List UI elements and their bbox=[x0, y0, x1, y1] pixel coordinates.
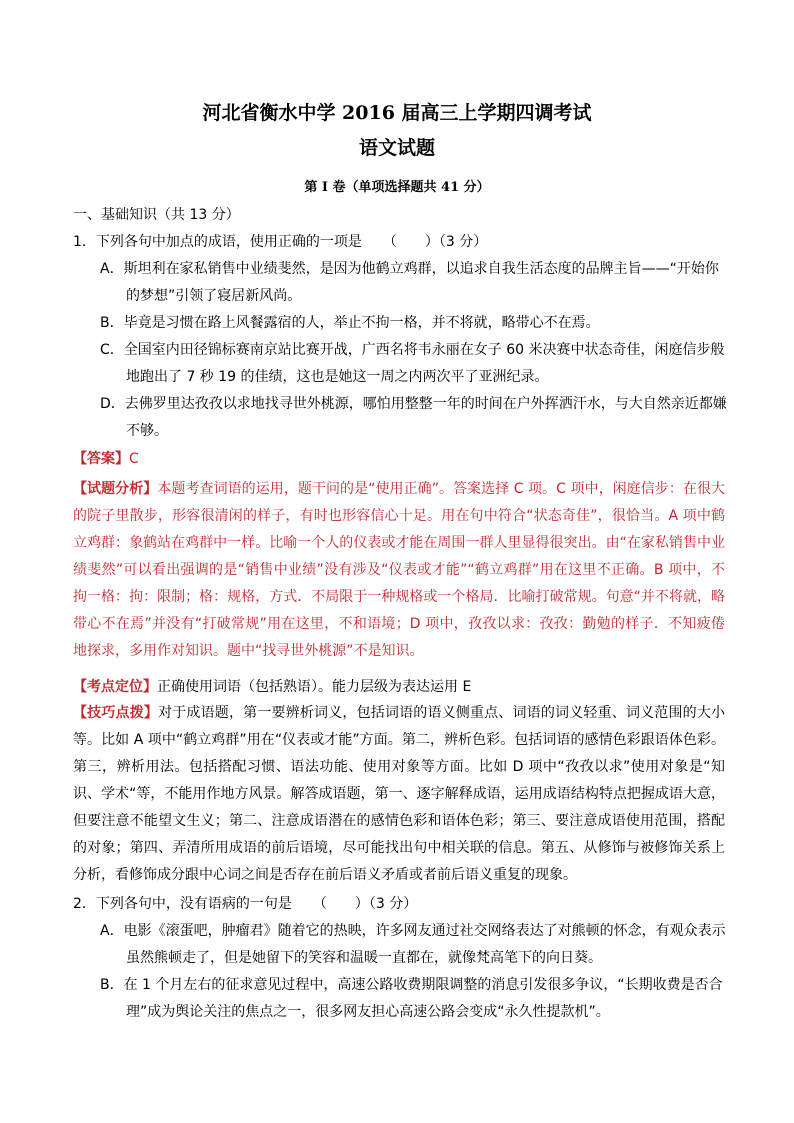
question-1-option-d: D．去佛罗里达孜孜以求地找寻世外桃源，哪怕用整整一年的时间在户外挥洒汗水，与大自然亲近都嫌 bbox=[100, 396, 727, 412]
kaodian-line bbox=[73, 677, 471, 697]
question-2-option-a-cont: 虽然熊顿走了，但是她留下的笑容和温暖一直都在，就像梵高笔下的向日葵。 bbox=[126, 950, 602, 966]
question-1-stem: 1．下列各句中加点的成语，使用正确的一项是 （ ）（3 分） bbox=[73, 234, 488, 250]
exam-subtitle: 语文试题 bbox=[358, 137, 435, 159]
question-2-option-b-cont: 理”成为舆论关注的焦点之一，很多网友担心高速公路会变成“永久性提款机”。 bbox=[126, 1004, 610, 1020]
exam-title: 河北省衡水中学 2016 届高三上学期四调考试 bbox=[202, 102, 592, 124]
section-heading: 一、基础知识（共 13 分） bbox=[73, 207, 240, 223]
question-2-option-a: A．电影《滚蛋吧，肿瘤君》随着它的热映，许多网友通过社交网络表达了对熊顿的怀念，有观众表示 bbox=[100, 923, 726, 939]
question-1-option-a: A．斯坦利在家私销售中业绩斐然，是因为他鹤立鸡群，以追求自我生活态度的品牌主旨——“开始你 bbox=[100, 261, 719, 277]
volume-heading: 第 I 卷（单项选择题共 41 分） bbox=[304, 180, 490, 195]
answer-value: C bbox=[129, 451, 139, 467]
answer-line bbox=[73, 449, 139, 469]
question-1-option-b: B．毕竟是习惯在路上风餐露宿的人，举止不拘一格，并不将就，略带心不在焉。 bbox=[100, 315, 600, 331]
question-2-option-b: B．在 1 个月左右的征求意见过程中，高速公路收费期限调整的消息引发很多争议，“长期收费是否合 bbox=[100, 977, 723, 993]
kaodian-text: 正确使用词语（包括熟语）。能力层级为表达运用 E bbox=[157, 679, 472, 695]
answer-tag: 【答案】 bbox=[73, 451, 129, 467]
jiqiao-tag: 【技巧点拨】 bbox=[73, 705, 159, 721]
question-1-option-c: C．全国室内田径锦标赛南京站比赛开战，广西名将韦永丽在女子 60 米决赛中状态奇佳，闲庭信步般 bbox=[100, 342, 725, 358]
jiqiao-text: 对于成语题，第一要辨析词义，包括词语的语义侧重点、词语的词义轻重、词义范围的大小等。比如 A 项中“鹤立鸡群”用在“仪表或才能”方面。第二，辨析色彩。包括词语的感情色彩跟语体色彩。第三，辨析用法。包括搭配习惯、语法功能、使用对象等方面。比如 D 项中“孜孜以求”使用对象是“知识、学术“等，不能用作地方风景。解答成语题，第一、逐字解释成语，运用成语结构特点把握成语大意，但要注意不能望文生义；第二、注意成语潜在的感情色彩和语体色彩；第三、要注意成语使用范围，搭配的对象；第四、弄清所用成语的前后语境，尽可能找出句中相关联的信息。第五、从修饰与被修饰关系上分析，看修饰成分跟中心词之间是否存在前后语义矛盾或者前后语义重复的现象。 bbox=[73, 705, 726, 883]
question-1-option-d-cont: 不够。 bbox=[126, 423, 168, 439]
question-2-stem: 2．下列各句中，没有语病的一句是 （ ）（3 分） bbox=[73, 896, 418, 912]
analysis-text: 本题考查词语的运用，题干问的是“使用正确”。答案选择 C 项。C 项中，闲庭信步：在很大的院子里散步，形容很清闲的样子，有时也形容信心十足。用在句中符合“状态奇佳”，很恰当。A 项中鹤立鸡群：象鹤站在鸡群中一样。比喻一个人的仪表或才能在周围一群人里显得很突出。由“在家私销售中业绩斐然”可以看出强调的是“销售中业绩”没有涉及“仪表或才能”“鹤立鸡群”用在这里不正确。B 项中，不拘一格：拘：限制；格：规格，方式．不局限于一种规格或一个格局．比喻打破常规。句意“并不将就，略带心不在焉”并没有“打破常规”用在这里，不和语境；D 项中，孜孜以求：孜孜：勤勉的样子．不知疲倦地探求，多用作对知识。题中“找寻世外桃源”不是知识。 bbox=[73, 481, 726, 659]
jiqiao-paragraph bbox=[73, 700, 725, 889]
question-1-option-a-cont: 的梦想”引领了寝居新风尚。 bbox=[126, 288, 302, 304]
analysis-tag: 【试题分析】 bbox=[73, 481, 158, 497]
analysis-paragraph bbox=[73, 476, 725, 665]
question-1-option-c-cont: 地跑出了 7 秒 19 的佳绩，这也是她这一周之内两次平了亚洲纪录。 bbox=[126, 369, 549, 385]
kaodian-tag: 【考点定位】 bbox=[73, 679, 157, 695]
